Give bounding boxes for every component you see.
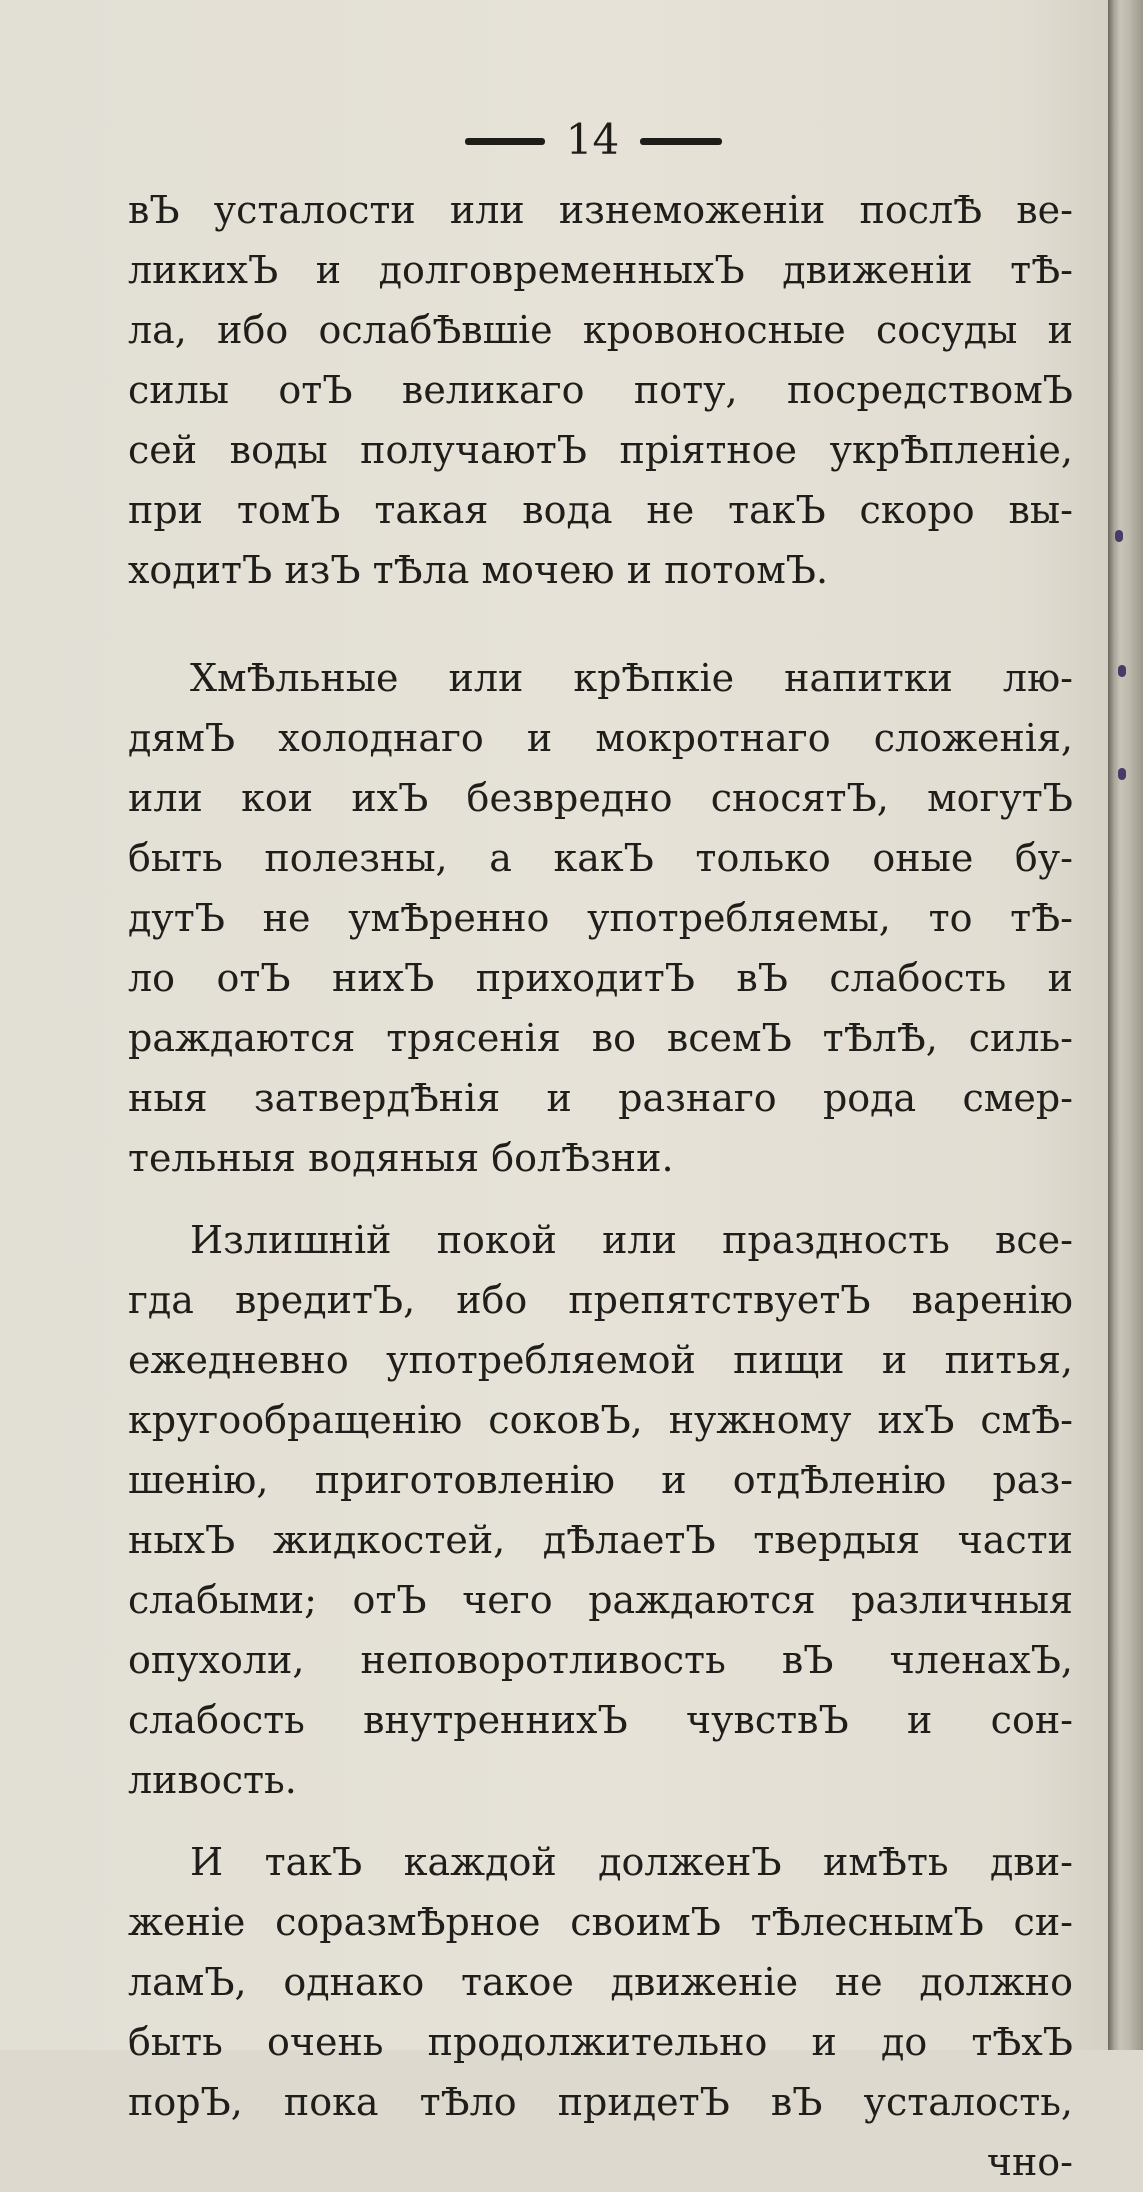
text-line: И такЪ каждой долженЪ имѢть дви- — [190, 1840, 1073, 1884]
text-line: ходитЪ изЪ тѢла мочею и потомЪ. — [128, 548, 829, 592]
ink-spot — [1115, 530, 1123, 542]
page-number: 14 — [565, 115, 620, 164]
text-line: кругообращенiю соковЪ, нужному ихЪ смѢ- — [128, 1398, 1073, 1442]
paragraph — [128, 1832, 1073, 2192]
text-line: ныхЪ жидкостей, дѢлаетЪ твердыя части — [128, 1518, 1073, 1562]
text-line: тельныя водяныя болѢзни. — [128, 1136, 674, 1180]
text-line: слабыми; отЪ чего раждаются различныя — [128, 1578, 1073, 1622]
text-line: гда вредитЪ, ибо препятствуетЪ варенiю — [128, 1278, 1073, 1322]
text-line: ло отЪ нихЪ приходитЪ вЪ слабость и — [128, 956, 1073, 1000]
header-rule-right — [640, 138, 722, 145]
text-line: Излишнiй покой или праздность все- — [190, 1218, 1073, 1262]
header-rule-left — [465, 138, 545, 145]
text-line: ХмѢльные или крѢпкiе напитки лю- — [190, 656, 1073, 700]
text-line: опухоли, неповоротливость вЪ членахЪ, — [128, 1638, 1073, 1682]
text-line: ламЪ, однако такое движенiе не должно — [128, 1960, 1073, 2004]
text-line: ежедневно употребляемой пищи и питья, — [128, 1338, 1073, 1382]
text-line: дямЪ холоднаго и мокротнаго сложенiя, — [128, 716, 1073, 760]
text-line: ликихЪ и долговременныхЪ движенiи тѢ- — [128, 248, 1073, 292]
text-line: ныя затвердѢнiя и разнаго рода смер- — [128, 1076, 1073, 1120]
body-text — [128, 180, 1073, 2192]
paragraph — [128, 1210, 1073, 1810]
text-line: или кои ихЪ безвредно сносятЪ, могутЪ — [128, 776, 1073, 820]
paragraph — [128, 648, 1073, 1188]
text-line: шенiю, приготовленiю и отдѢленiю раз- — [128, 1458, 1073, 1502]
ink-spot — [1118, 768, 1126, 780]
text-line: быть полезны, а какЪ только оные бу- — [128, 836, 1073, 880]
text-line: ливость. — [128, 1758, 297, 1802]
ink-spot — [1118, 665, 1126, 677]
text-line: слабость внутреннихЪ чувствЪ и сон- — [128, 1698, 1073, 1742]
text-line: при томЪ такая вода не такЪ скоро вы- — [128, 488, 1073, 532]
text-line: женiе соразмѢрное своимЪ тѢлеснымЪ си- — [128, 1900, 1073, 1944]
text-line: быть очень продолжительно и до тѢхЪ — [128, 2020, 1073, 2064]
text-line: раждаются трясенiя во всемЪ тѢлѢ, силь- — [128, 1016, 1073, 1060]
text-line: ла, ибо ослабѢвшiе кровоносные сосуды и — [128, 308, 1073, 352]
text-line: силы отЪ великаго поту, посредствомЪ — [128, 368, 1073, 412]
text-line: вЪ усталости или изнеможенiи послѢ ве- — [128, 188, 1073, 232]
page-header — [0, 112, 1112, 172]
page-edge — [1108, 0, 1143, 2050]
text-line: сей воды получаютЪ прiятное укрѢпленiе, — [128, 428, 1073, 472]
text-line: дутЪ не умѢренно употребляемы, то тѢ- — [128, 896, 1073, 940]
catchword: чно- — [986, 2140, 1073, 2184]
paragraph — [128, 180, 1073, 600]
text-line: порЪ, пока тѢло придетЪ вЪ усталость, — [128, 2080, 1073, 2124]
